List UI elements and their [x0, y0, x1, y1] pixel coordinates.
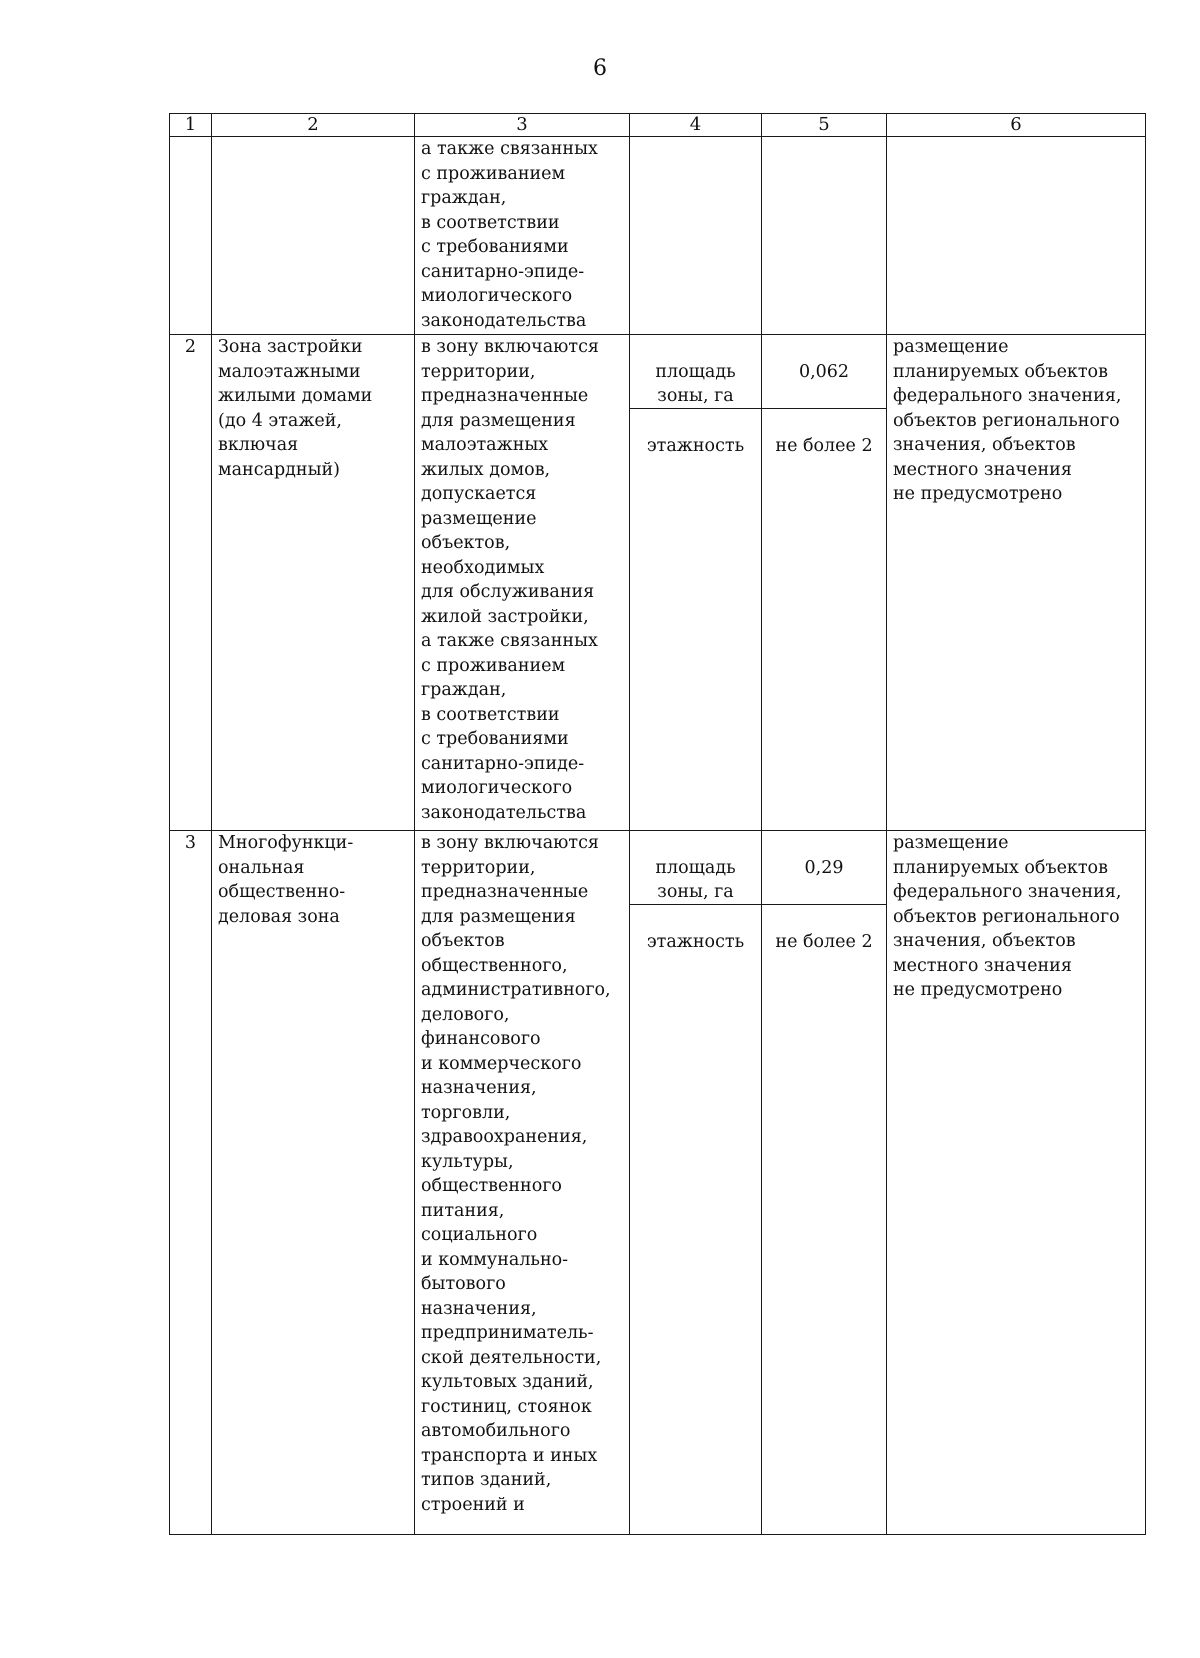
header-col-4: 4 [630, 114, 762, 137]
value-floors: не более 2 [775, 436, 873, 456]
parameter-area: площадь зоны, га [630, 360, 761, 409]
row-number: 3 [170, 831, 212, 1535]
zone-note: размещение планируемых объектов федерального значения, объектов регионального значения, объектов местного значения не предусмотрено [887, 831, 1146, 1535]
page-number: 6 [593, 56, 607, 81]
table-row [170, 831, 1146, 1535]
header-col-1: 1 [170, 114, 212, 137]
zone-description: а также связанных с проживанием граждан, в соответствии с требованиями санитарно-эпиде- миологического законодательства [415, 137, 630, 335]
zone-values [762, 831, 887, 1535]
parameter-floors: этажность [646, 932, 745, 952]
header-col-6: 6 [887, 114, 1146, 137]
zone-name: Зона застройки малоэтажными жилыми домами (до 4 этажей, включая мансардный) [212, 335, 415, 831]
zone-note: размещение планируемых объектов федерального значения, объектов регионального значения, объектов местного значения не предусмотрено [887, 335, 1146, 831]
zone-note [887, 137, 1146, 335]
header-col-5: 5 [762, 114, 887, 137]
zones-table [169, 113, 1146, 1535]
zone-parameters [630, 335, 762, 831]
zone-values [762, 335, 887, 831]
header-col-3: 3 [415, 114, 630, 137]
row-number: 2 [170, 335, 212, 831]
parameter-floors: этажность [646, 436, 745, 456]
zone-description: в зону включаются территории, предназначенные для размещения малоэтажных жилых домов, допускается размещение объектов, необходимых для обслуживания жилой застройки, а также связанных с проживанием граждан, в соответствии с требованиями санитарно-эпиде- миологического законодательства [415, 335, 630, 831]
zone-name: Многофункци- ональная общественно- деловая зона [212, 831, 415, 1535]
table-row [170, 335, 1146, 831]
zone-description: в зону включаются территории, предназначенные для размещения объектов общественного, административного, делового, финансового и коммерческого назначения, торговли, здравоохранения, культуры, общественного питания, социального и коммунально- бытового назначения, предприниматель- ской деятельности, культовых зданий, гостиниц, стоянок автомобильного транспорта и иных типов зданий, строений и [415, 831, 630, 1535]
zone-name [212, 137, 415, 335]
row-number [170, 137, 212, 335]
zone-parameters [630, 831, 762, 1535]
value-floors: не более 2 [775, 932, 873, 952]
value-area: 0,062 [762, 360, 886, 409]
header-col-2: 2 [212, 114, 415, 137]
header-row [170, 114, 1146, 137]
parameter-area: площадь зоны, га [630, 856, 761, 905]
value-area: 0,29 [762, 856, 886, 905]
zone-value [762, 137, 887, 335]
table-row [170, 137, 1146, 335]
zone-parameter [630, 137, 762, 335]
